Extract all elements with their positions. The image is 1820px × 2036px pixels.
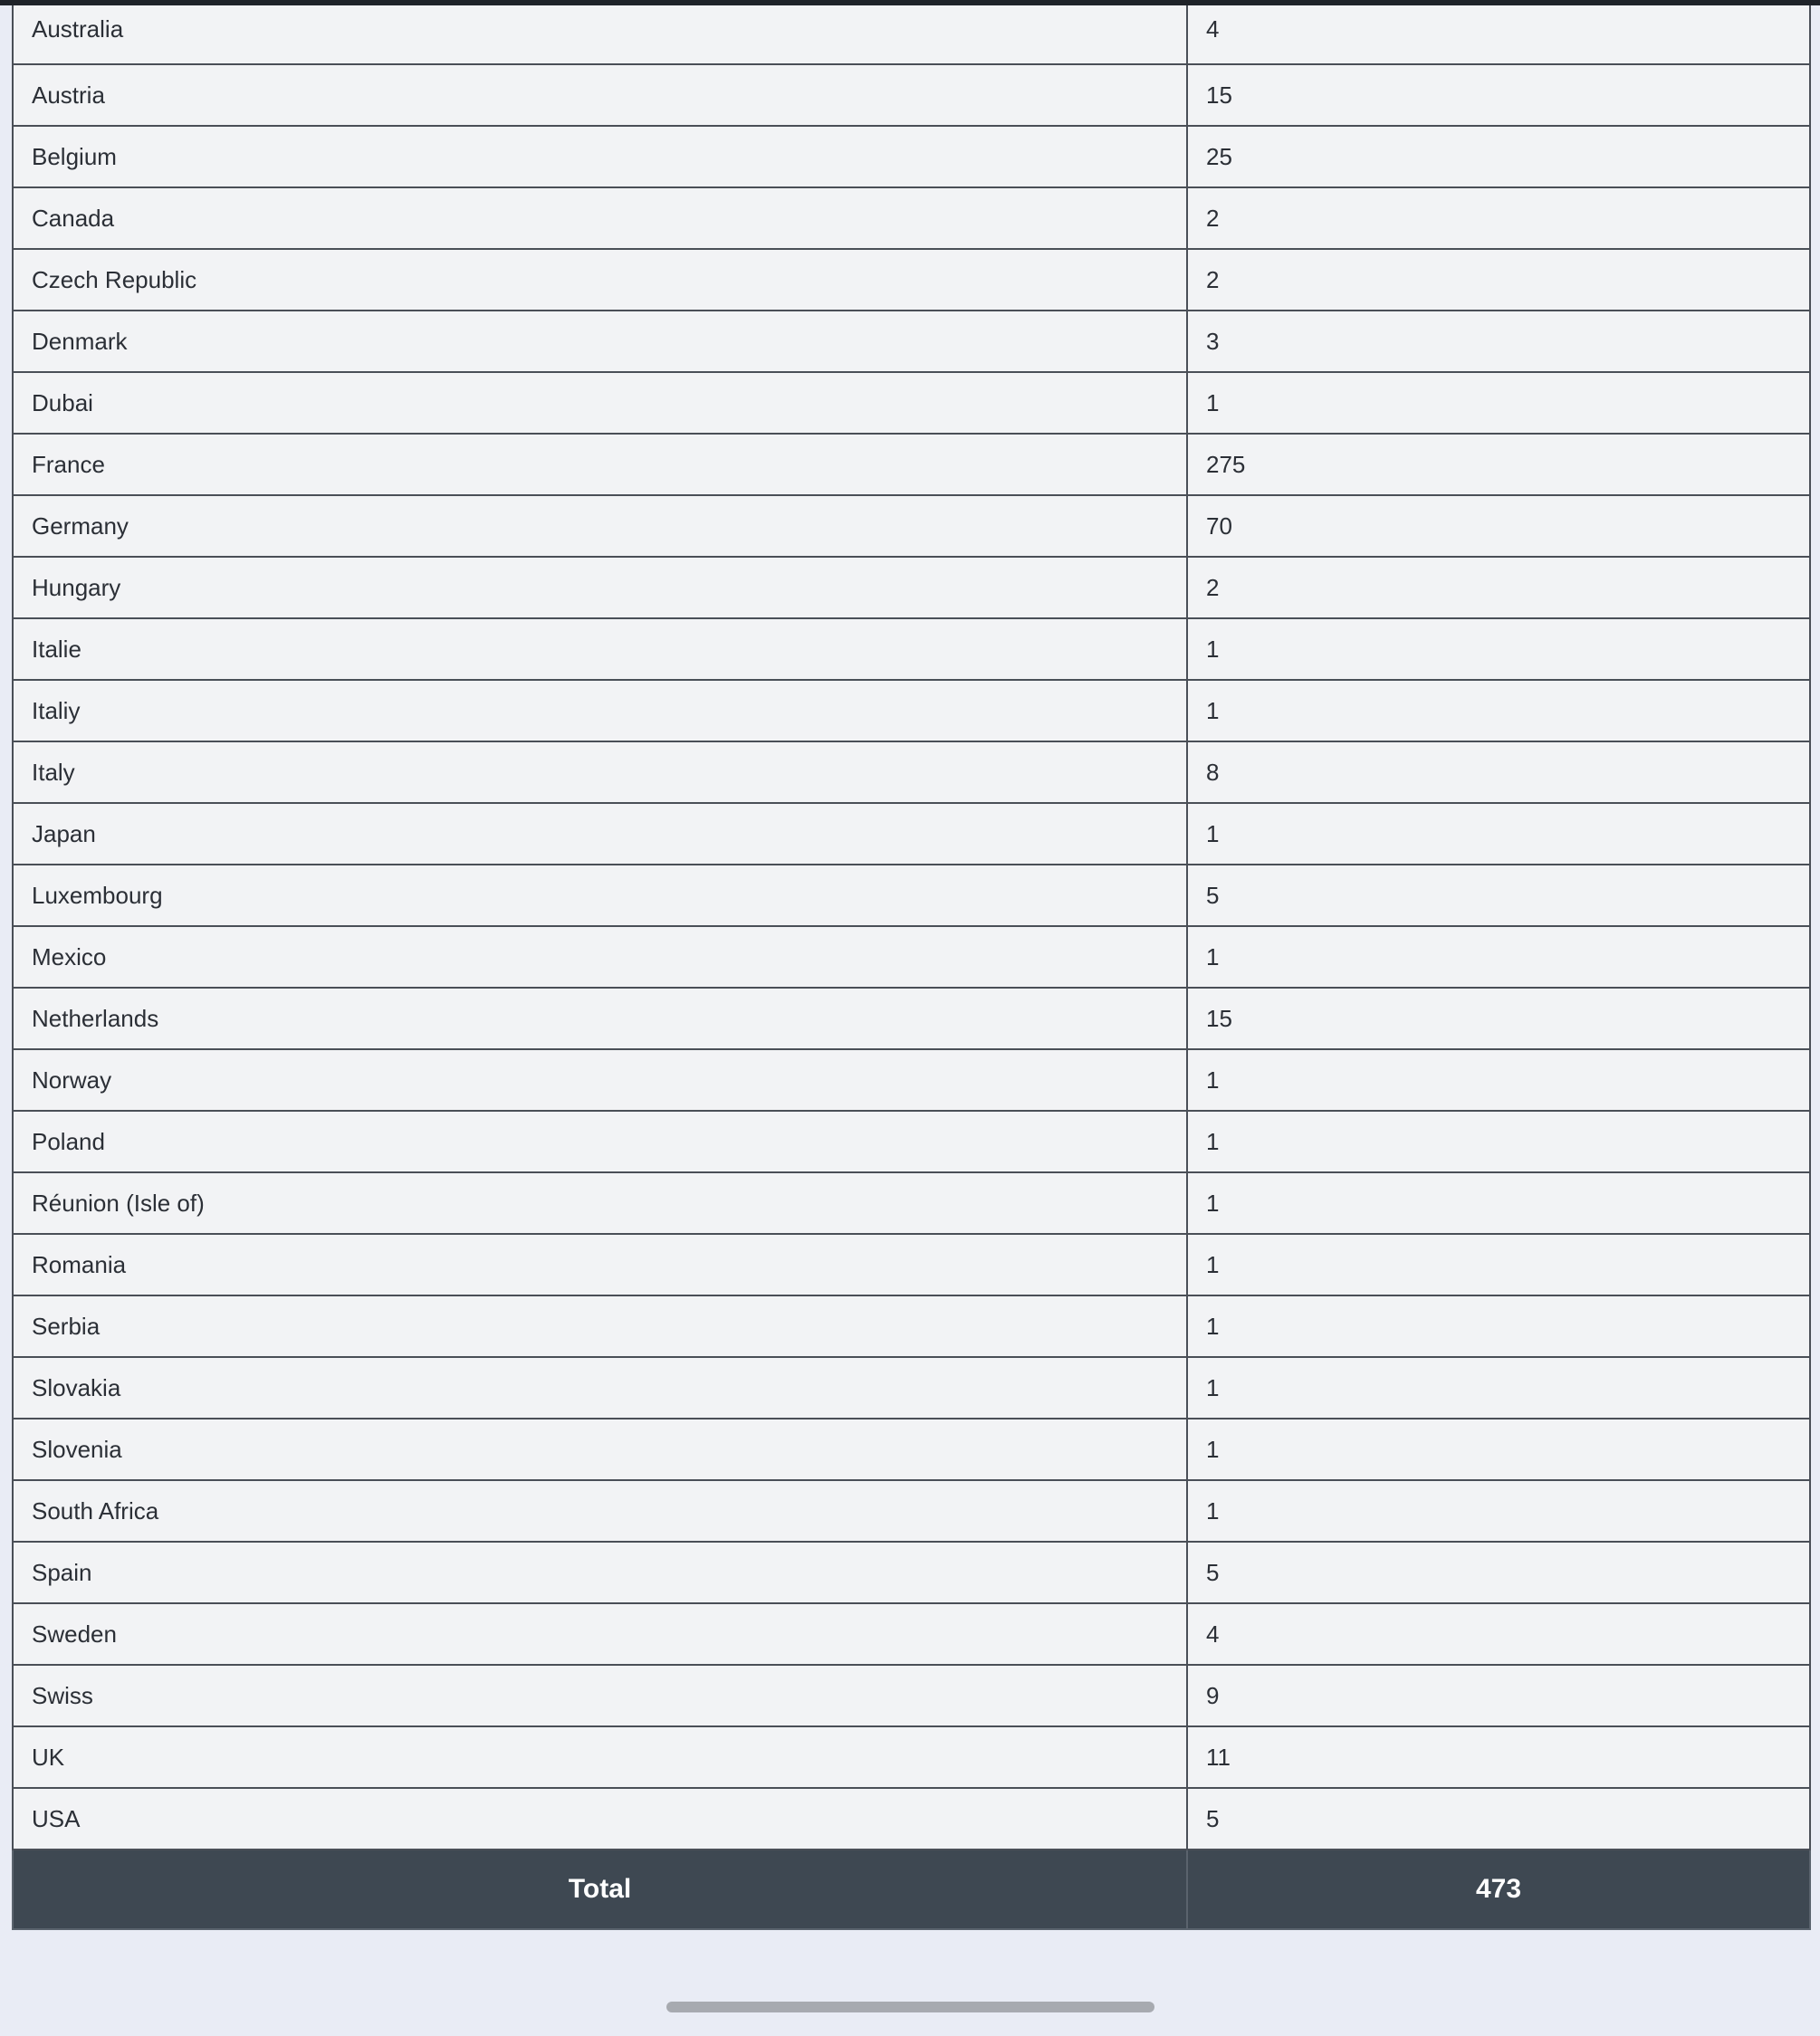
country-cell: Poland <box>13 1111 1187 1172</box>
country-cell: Italie <box>13 618 1187 680</box>
table-row <box>13 741 1810 803</box>
table-row <box>13 311 1810 372</box>
total-row <box>13 1850 1810 1929</box>
table-row <box>13 680 1810 741</box>
table-row <box>13 1726 1810 1788</box>
table-row <box>13 1357 1810 1419</box>
count-cell: 15 <box>1187 64 1810 126</box>
count-cell: 2 <box>1187 187 1810 249</box>
count-cell: 1 <box>1187 1111 1810 1172</box>
count-cell: 1 <box>1187 1049 1810 1111</box>
country-cell: Slovenia <box>13 1419 1187 1480</box>
table-body <box>13 5 1810 1929</box>
country-cell: Hungary <box>13 557 1187 618</box>
count-cell: 1 <box>1187 803 1810 865</box>
country-cell: Czech Republic <box>13 249 1187 311</box>
count-cell: 4 <box>1187 5 1810 64</box>
table-row <box>13 1665 1810 1726</box>
country-cell: Réunion (Isle of) <box>13 1172 1187 1234</box>
country-cell: Serbia <box>13 1295 1187 1357</box>
country-cell: UK <box>13 1726 1187 1788</box>
table-row <box>13 372 1810 434</box>
count-cell: 1 <box>1187 1234 1810 1295</box>
country-cell: Australia <box>13 5 1187 64</box>
country-cell: Germany <box>13 495 1187 557</box>
count-cell: 9 <box>1187 1665 1810 1726</box>
table-row <box>13 1049 1810 1111</box>
country-cell: Dubai <box>13 372 1187 434</box>
country-cell: Mexico <box>13 926 1187 988</box>
country-cell: USA <box>13 1788 1187 1850</box>
count-cell: 1 <box>1187 1480 1810 1542</box>
table-row <box>13 1480 1810 1542</box>
count-cell: 5 <box>1187 865 1810 926</box>
count-cell: 8 <box>1187 741 1810 803</box>
table-row <box>13 926 1810 988</box>
count-cell: 25 <box>1187 126 1810 187</box>
country-cell: Luxembourg <box>13 865 1187 926</box>
count-cell: 15 <box>1187 988 1810 1049</box>
country-cell: Norway <box>13 1049 1187 1111</box>
total-label: Total <box>13 1850 1187 1929</box>
country-cell: Canada <box>13 187 1187 249</box>
table-row <box>13 1419 1810 1480</box>
country-cell: Sweden <box>13 1603 1187 1665</box>
table-row <box>13 1234 1810 1295</box>
country-count-table <box>12 5 1811 1930</box>
table-row <box>13 249 1810 311</box>
count-cell: 5 <box>1187 1542 1810 1603</box>
country-cell: Italiy <box>13 680 1187 741</box>
country-cell: Japan <box>13 803 1187 865</box>
count-cell: 2 <box>1187 557 1810 618</box>
country-cell: Swiss <box>13 1665 1187 1726</box>
table-row <box>13 557 1810 618</box>
count-cell: 2 <box>1187 249 1810 311</box>
country-cell: Denmark <box>13 311 1187 372</box>
country-cell: Austria <box>13 64 1187 126</box>
table-row <box>13 618 1810 680</box>
table-row <box>13 126 1810 187</box>
count-cell: 70 <box>1187 495 1810 557</box>
table-row <box>13 988 1810 1049</box>
count-cell: 1 <box>1187 1357 1810 1419</box>
table-row <box>13 1111 1810 1172</box>
table-row <box>13 1172 1810 1234</box>
country-cell: South Africa <box>13 1480 1187 1542</box>
country-cell: France <box>13 434 1187 495</box>
count-cell: 11 <box>1187 1726 1810 1788</box>
count-cell: 1 <box>1187 1172 1810 1234</box>
total-value: 473 <box>1187 1850 1810 1929</box>
country-table-container <box>12 5 1809 1930</box>
country-cell: Italy <box>13 741 1187 803</box>
table-row <box>13 803 1810 865</box>
table-row <box>13 495 1810 557</box>
count-cell: 275 <box>1187 434 1810 495</box>
count-cell: 1 <box>1187 1419 1810 1480</box>
count-cell: 1 <box>1187 372 1810 434</box>
country-cell: Romania <box>13 1234 1187 1295</box>
table-row <box>13 1788 1810 1850</box>
count-cell: 3 <box>1187 311 1810 372</box>
table-row <box>13 865 1810 926</box>
table-row <box>13 1542 1810 1603</box>
table-row <box>13 64 1810 126</box>
country-cell: Spain <box>13 1542 1187 1603</box>
count-cell: 1 <box>1187 618 1810 680</box>
country-cell: Slovakia <box>13 1357 1187 1419</box>
count-cell: 1 <box>1187 680 1810 741</box>
count-cell: 1 <box>1187 926 1810 988</box>
horizontal-scrollbar[interactable] <box>666 2002 1154 2012</box>
count-cell: 5 <box>1187 1788 1810 1850</box>
count-cell: 4 <box>1187 1603 1810 1665</box>
table-row <box>13 434 1810 495</box>
table-row <box>13 187 1810 249</box>
count-cell: 1 <box>1187 1295 1810 1357</box>
country-cell: Netherlands <box>13 988 1187 1049</box>
country-cell: Belgium <box>13 126 1187 187</box>
table-row <box>13 5 1810 64</box>
table-row <box>13 1295 1810 1357</box>
table-row <box>13 1603 1810 1665</box>
